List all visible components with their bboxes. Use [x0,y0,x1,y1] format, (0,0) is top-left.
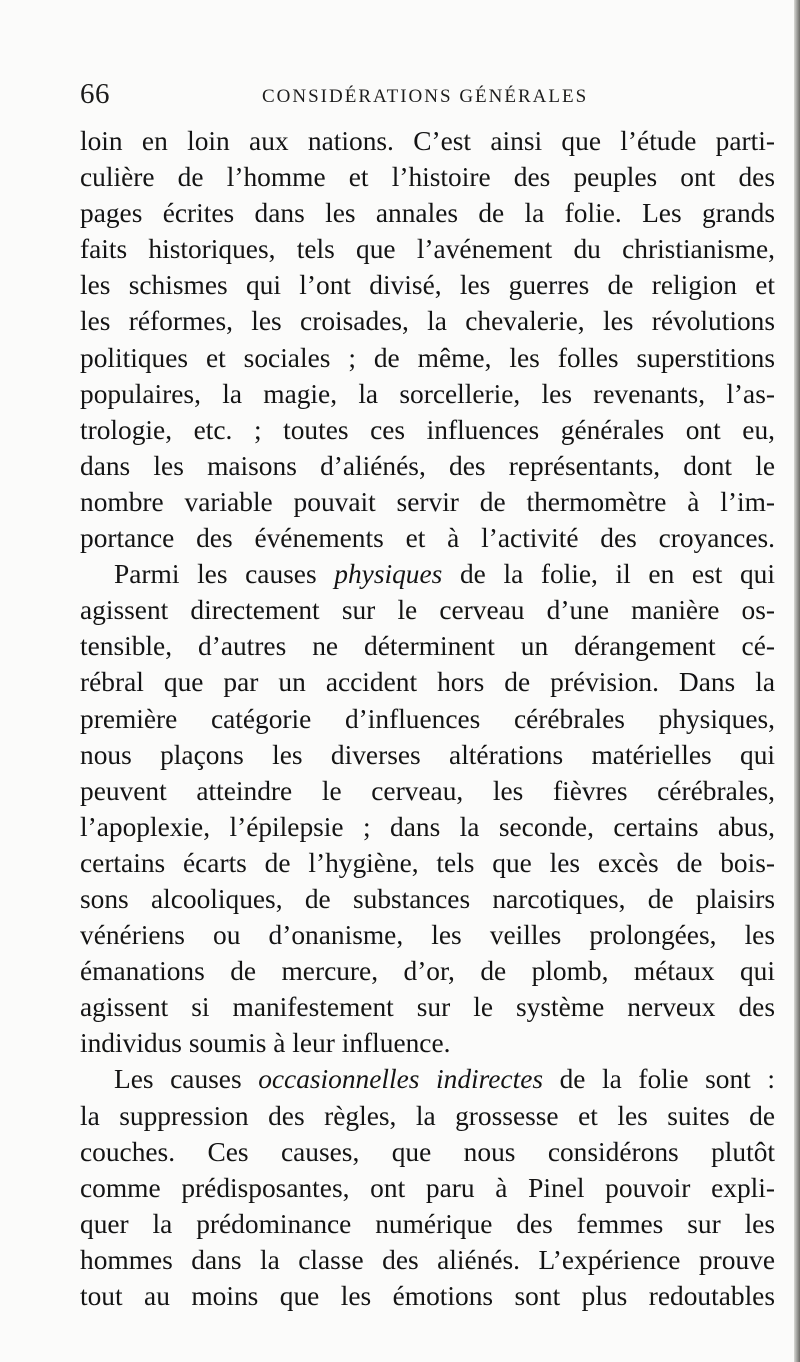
italic-term: physiques [334,559,443,590]
text-line: les réformes, les croisades, la chevalerie, les révolutions [80,306,775,337]
text-line: émanations de mercure, d’or, de plomb, métaux qui [80,956,775,987]
text-line: agissent si manifestement sur le système nerveux des [80,992,775,1023]
text-run: Parmi les causes [114,559,335,590]
page-number: 66 [80,78,110,110]
text-line: quer la prédominance numérique des femmes sur les [80,1208,775,1239]
text-line: comme prédisposantes, ont paru à Pinel pouvoir expli- [80,1172,775,1203]
text-run: de la folie, il en est qui [442,559,775,590]
text-line: sons alcooliques, de substances narcotiques, de plaisirs [80,883,775,914]
page-header [80,78,780,118]
text-line: culière de l’homme et l’histoire des peuples ont des [80,162,775,193]
paragraph-first-line [80,556,775,592]
text-line: loin en loin aux nations. C’est ainsi que l’étude parti- [80,126,775,156]
text-line: l’apoplexie, l’épilepsie ; dans la seconde, certains abus, [80,811,775,842]
text-line: hommes dans la classe des aliénés. L’expérience prouve [80,1244,775,1275]
italic-term: occasionnelles indirectes [258,1064,544,1095]
text-line: politiques et sociales ; de même, les folles superstitions [80,342,775,373]
text-line: vénériens ou d’onanisme, les veilles prolongées, les [80,920,775,951]
text-line: populaires, la magie, la sorcellerie, les revenants, l’as- [80,378,775,409]
text-line: la suppression des règles, la grossesse et les suites de [80,1100,775,1131]
text-line: tout au moins que les émotions sont plus redoutables [80,1281,775,1311]
text-line: nombre variable pouvait servir de thermomètre à l’im- [80,486,775,517]
text-line: agissent directement sur le cerveau d’une manière os- [80,595,775,626]
text-run: Les causes [114,1064,259,1095]
text-line: couches. Ces causes, que nous considérons plutôt [80,1136,775,1167]
text-line: faits historiques, tels que l’avénement du christianisme, [80,234,775,265]
paragraph-last-line: individus soumis à leur influence. [80,1028,451,1059]
text-line: pages écrites dans les annales de la folie. Les grands [80,198,775,229]
text-line: tensible, d’autres ne déterminent un dérangement cé- [80,631,775,662]
text-line: peuvent atteindre le cerveau, les fièvres cérébrales, [80,775,775,806]
text-line: première catégorie d’influences cérébrales physiques, [80,703,775,734]
text-line: rébral que par un accident hors de prévision. Dans la [80,667,775,698]
text-run: de la folie sont : [543,1064,775,1095]
paragraph-first-line [80,1061,775,1097]
text-line: les schismes qui l’ont divisé, les guerres de religion et [80,270,775,301]
text-line: portance des événements et à l’activité des croyances. [80,523,775,554]
running-head: CONSIDÉRATIONS GÉNÉRALES [262,86,589,107]
text-line: dans les maisons d’aliénés, des représentants, dont le [80,450,775,481]
text-line: nous plaçons les diverses altérations matérielles qui [80,739,775,770]
body-text [80,123,775,1314]
text-line: trologie, etc. ; toutes ces influences générales ont eu, [80,414,775,445]
text-line: certains écarts de l’hygiène, tels que les excès de bois- [80,847,775,878]
